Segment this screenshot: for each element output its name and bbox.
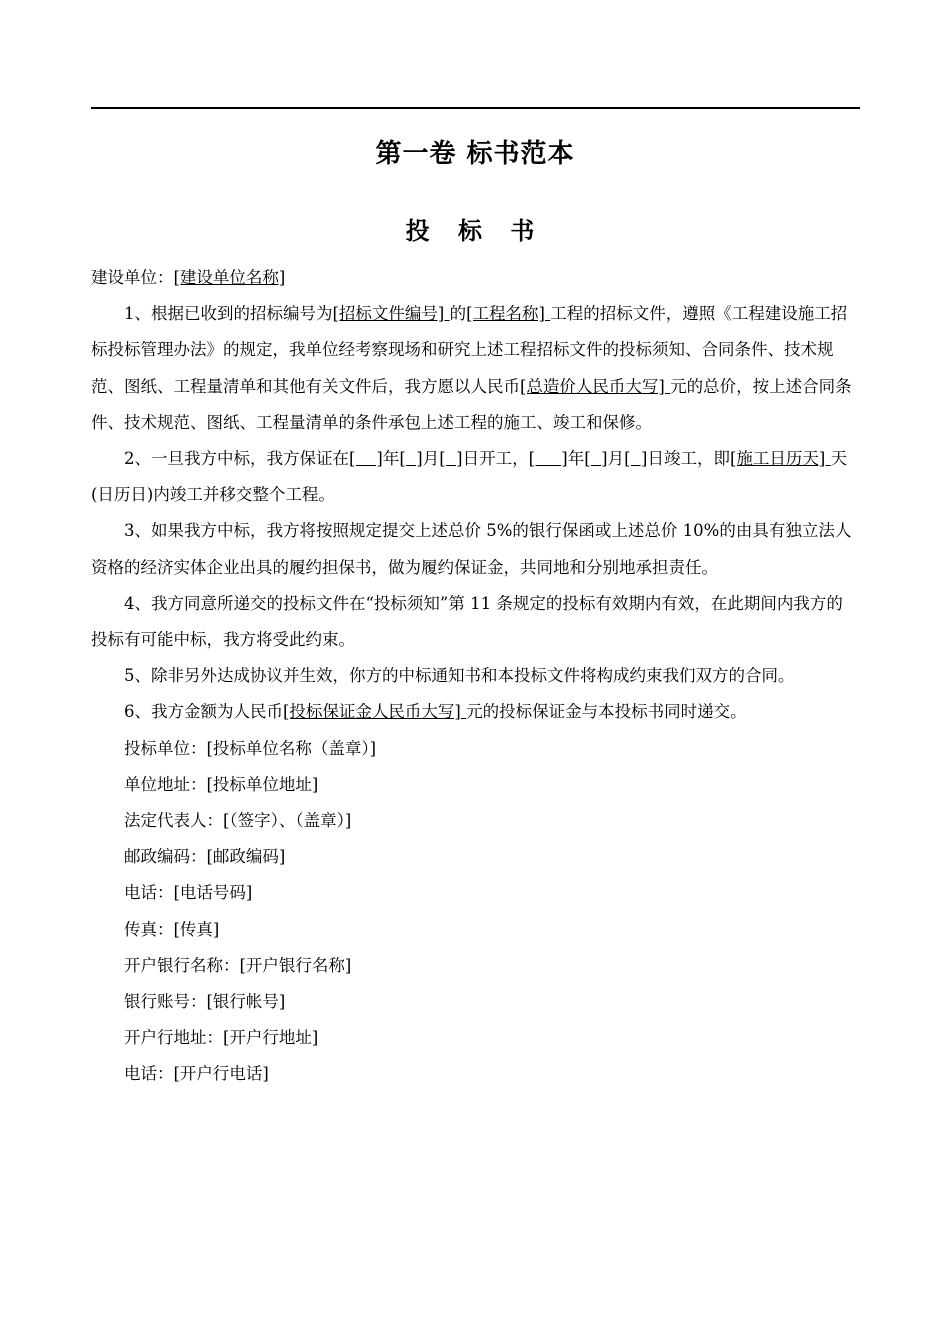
bidder-name-line: 投标单位：[投标单位名称（盖章）] xyxy=(124,738,377,758)
bid-number-field[interactable]: [招标文件编号] xyxy=(332,304,450,324)
bank-phone-line: 电话：[开户行电话] xyxy=(124,1064,269,1084)
month-label: 月 xyxy=(607,449,625,469)
volume-title: 第一卷 标书范本 xyxy=(375,139,575,169)
end-year-field[interactable]: [ ] xyxy=(528,449,568,469)
clause-1-text-d: 元的总价，按上述合同条件、技术规范、图纸、工程量清单的条件承包上述工程的施工、竣工和保修。 xyxy=(91,376,852,432)
deposit-amount-field[interactable]: [投标保证金人民币大写] xyxy=(283,702,467,722)
clause-1-text-b: 的 xyxy=(449,304,467,324)
phone-line: 电话：[电话号码] xyxy=(124,883,253,903)
clause-2-text-tail: 天(日历日)内竣工并移交整个工程。 xyxy=(91,449,848,505)
legal-rep-line: 法定代表人：[（签字）、（盖章）] xyxy=(124,811,352,831)
clause-2 xyxy=(91,441,859,513)
postal-code-line: 邮政编码：[邮政编码] xyxy=(124,847,286,867)
clause-2-text-a: 2、一旦我方中标，我方保证在 xyxy=(124,449,349,469)
header-rule xyxy=(91,107,860,109)
year-label: 年 xyxy=(382,449,400,469)
builder-label: 建设单位： xyxy=(91,268,174,287)
total-price-field[interactable]: [总造价人民币大写] xyxy=(520,376,671,396)
clause-1-text-a: 1、根据已收到的招标编号为 xyxy=(124,304,333,324)
clause-1-text-c: 工程的招标文件，遵照《工程建设施工招标投标管理办法》的规定，我单位经考察现场和研究上述工程招标文件的投标须知、合同条件、技术规范、图纸、工程量清单和其他有关文件后，我方愿以人民币 xyxy=(91,304,848,396)
end-month-field[interactable]: [ ] xyxy=(584,449,608,469)
calendar-days-field[interactable]: [施工日历天] xyxy=(729,449,831,469)
end-label: 日竣工，即 xyxy=(647,449,730,469)
clause-3: 3、如果我方中标，我方将按照规定提交上述总价 5%的银行保函或上述总价 10%的由具有独立法人资格的经济实体企业出具的履约担保书，做为履约保证金，共同地和分别地承担责任。 xyxy=(91,521,852,577)
start-label: 日开工， xyxy=(462,449,529,469)
year-label: 年 xyxy=(567,449,585,469)
clause-5: 5、除非另外达成协议并生效，你方的中标通知书和本投标文件将构成约束我们双方的合同。 xyxy=(124,666,795,686)
bidder-address-line: 单位地址：[投标单位地址] xyxy=(124,774,319,794)
bank-account-line: 银行账号：[银行帐号] xyxy=(124,992,286,1012)
clause-4: 4、我方同意所递交的投标文件在“投标须知”第 11 条规定的投标有效期内有效，在此期间内我方的投标有可能中标，我方将受此约束。 xyxy=(91,593,843,650)
month-label: 月 xyxy=(422,449,440,469)
bank-name-line: 开户银行名称：[开户银行名称] xyxy=(124,955,352,975)
document-title: 投 标 书 xyxy=(405,217,545,245)
clause-1 xyxy=(91,296,859,441)
document-body xyxy=(91,260,859,1093)
bank-address-line: 开户行地址：[开户行地址] xyxy=(124,1028,319,1048)
start-year-field[interactable]: [ ] xyxy=(349,449,383,469)
fax-line: 传真：[传真] xyxy=(124,919,220,939)
start-month-field[interactable]: [ ] xyxy=(399,449,423,469)
builder-line xyxy=(91,260,859,296)
builder-name-field[interactable]: [建设单位名称] xyxy=(173,268,286,287)
project-name-field[interactable]: [工程名称] xyxy=(466,304,551,324)
clause-6-text-a: 6、我方金额为人民币 xyxy=(124,702,283,722)
clause-6-text-b: 元的投标保证金与本投标书同时递交。 xyxy=(466,702,747,722)
start-day-field[interactable]: [ ] xyxy=(439,449,463,469)
end-day-field[interactable]: [ ] xyxy=(624,449,648,469)
clause-6 xyxy=(91,694,859,730)
